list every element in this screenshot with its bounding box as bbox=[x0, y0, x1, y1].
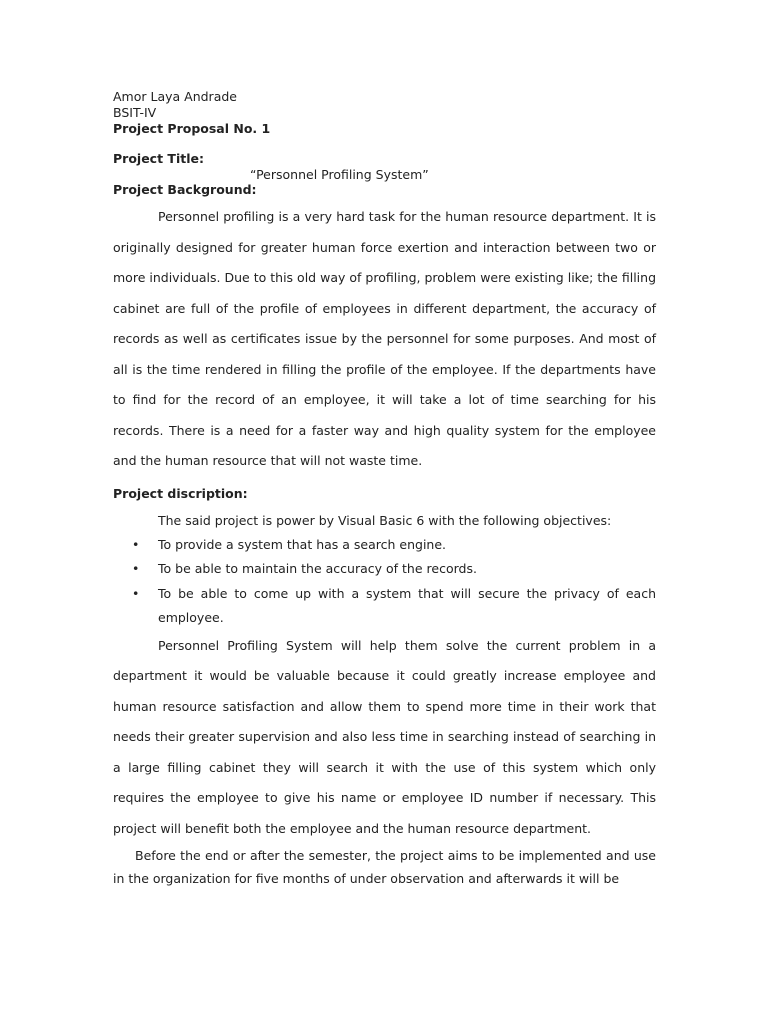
description-intro: The said project is power by Visual Basic 6 with the following objectives: bbox=[158, 512, 612, 528]
background-paragraph: Personnel profiling is a very hard task for the human resource department. It is originally designed for greater human force exertion and interaction between two or more individuals. Due to this old way of profiling, problem were existing like; the filling cabinet are full of the profile of employees in different department, the accuracy of records as well as certificates issue by the personnel for some purposes. And most of all is the time rendered in filling the profile of the employee. If the departments have to find for the record of an employee, it will take a lot of time searching for his records. There is a need for a faster way and high quality system for the employee and the human resource that will not waste time. bbox=[113, 209, 656, 468]
project-background-heading: Project Background: bbox=[113, 182, 257, 197]
proposal-number: Project Proposal No. 1 bbox=[113, 121, 271, 136]
bullet-icon: • bbox=[132, 561, 140, 576]
author-name: Amor Laya Andrade bbox=[113, 89, 237, 104]
objective-text: To be able to maintain the accuracy of the records. bbox=[158, 561, 477, 576]
objective-text: To be able to come up with a system that will secure the privacy of each employee. bbox=[158, 585, 656, 625]
document-body bbox=[113, 89, 656, 890]
closing-paragraph: Before the end or after the semester, the project aims to be implemented and use in the organization for five months of under observation and afterwards it will be bbox=[113, 848, 656, 886]
course-label: BSIT-IV bbox=[113, 105, 157, 120]
project-title: “Personnel Profiling System” bbox=[250, 167, 429, 182]
list-item bbox=[113, 533, 656, 558]
list-item bbox=[113, 582, 656, 631]
description-paragraph: Personnel Profiling System will help them solve the current problem in a department it would be valuable because it could greatly increase employee and human resource satisfaction and allow them to spend more time in their work that needs their greater supervision and also less time in searching instead of searching in a large filling cabinet they will search it with the use of this system which only requires the employee to give his name or employee ID number if necessary. This project will benefit both the employee and the human resource department. bbox=[113, 637, 656, 836]
objective-text: To provide a system that has a search engine. bbox=[158, 536, 447, 552]
bullet-icon: • bbox=[132, 585, 140, 601]
objectives-list bbox=[113, 533, 656, 631]
bullet-icon: • bbox=[132, 536, 140, 552]
project-title-heading: Project Title: bbox=[113, 151, 204, 166]
project-description-heading: Project discription: bbox=[113, 485, 248, 501]
list-item bbox=[113, 557, 656, 582]
